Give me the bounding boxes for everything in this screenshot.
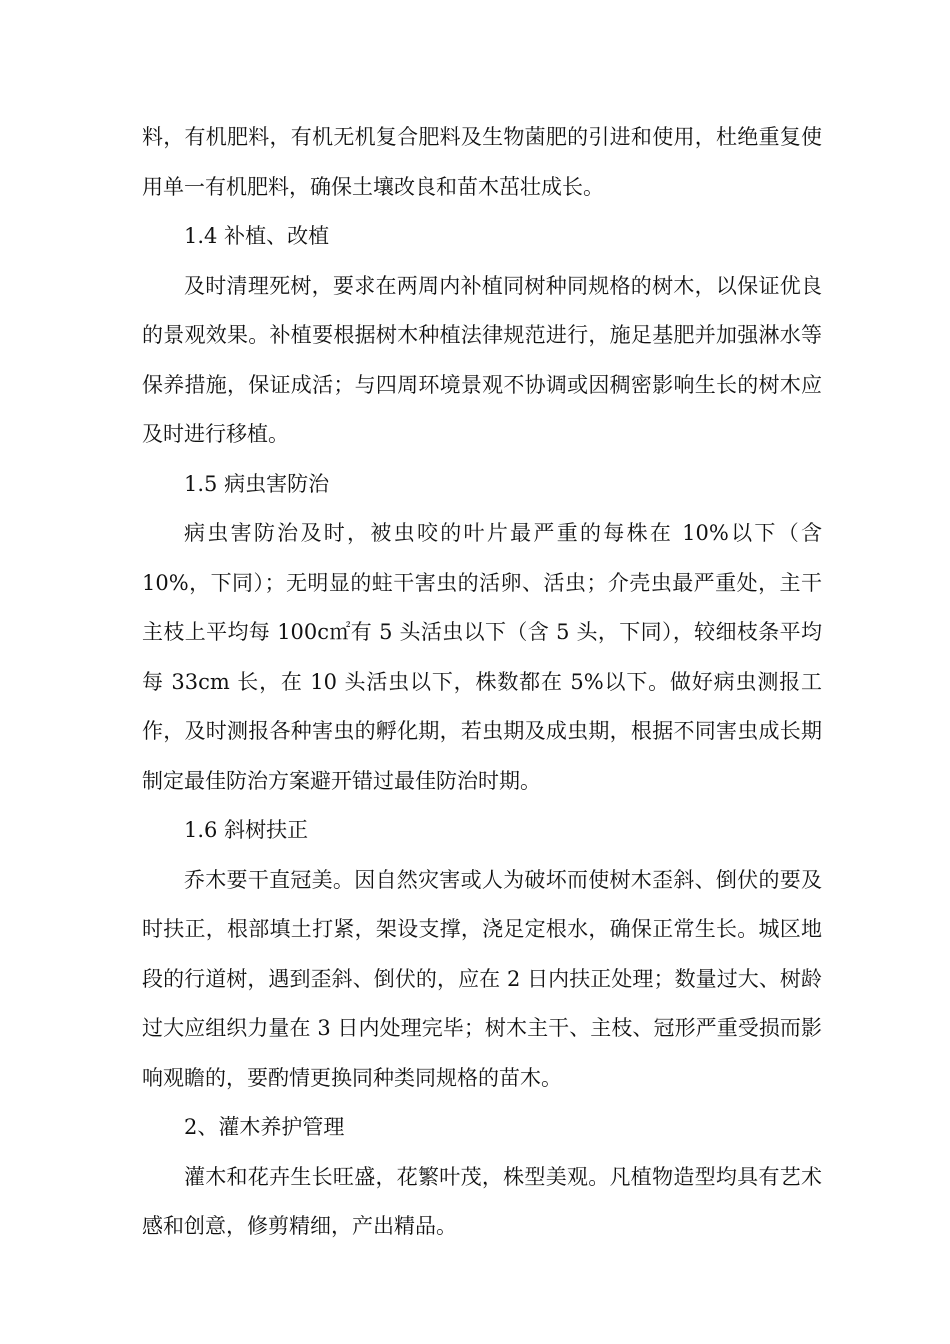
- paragraph-pest-control: 病虫害防治及时，被虫咬的叶片最严重的每株在 10%以下（含 10%，下同）；无明显的蛀干害虫的活卵、活虫；介壳虫最严重处，主干主枝上平均每 100c㎡有 5 头活虫以下（含 5 头，下同），较细枝条平均每 33cm 长，在 10 头活虫以下，株数都在 5%以下。做好病虫测报工作，及时测报各种害虫的孵化期，若虫期及成虫期，根据不同害虫成长期制定最佳防治方案避开错过最佳防治时期。: [142, 521, 822, 793]
- section-heading-tree-straightening: 1.6 斜树扶正: [184, 818, 309, 842]
- section-heading-pest-control: 1.5 病虫害防治: [184, 471, 330, 496]
- paragraph-tree-straightening: 乔木要干直冠美。因自然灾害或人为破坏而使树木歪斜、倒伏的要及时扶正，根部填土打紧，架设支撑，浇足定根水，确保正常生长。城区地段的行道树，遇到歪斜、倒伏的，应在 2 日内扶正处理；数量过大、树龄过大应组织力量在 3 日内处理完毕；树木主干、主枝、冠形严重受损而影响观瞻的，要酌情更换同种类同规格的苗木。: [142, 867, 822, 1090]
- section-heading-replanting: 1.4 补植、改植: [184, 224, 330, 248]
- paragraph-fertilizer-continued: 料，有机肥料，有机无机复合肥料及生物菌肥的引进和使用，杜绝重复使用单一有机肥料，确保土壤改良和苗木茁壮成长。: [142, 125, 822, 199]
- paragraph-replanting: 及时清理死树，要求在两周内补植同树种同规格的树木，以保证优良的景观效果。补植要根据树木种植法律规范进行，施足基肥并加强淋水等保养措施，保证成活；与四周环境景观不协调或因稠密影响生长的树木应及时进行移植。: [142, 273, 822, 446]
- section-heading-shrub-maintenance: 2、灌木养护管理: [184, 1115, 345, 1139]
- document-body: [142, 113, 822, 1252]
- paragraph-shrub-maintenance: 灌木和花卉生长旺盛，花繁叶茂，株型美观。凡植物造型均具有艺术感和创意，修剪精细，产出精品。: [142, 1164, 822, 1238]
